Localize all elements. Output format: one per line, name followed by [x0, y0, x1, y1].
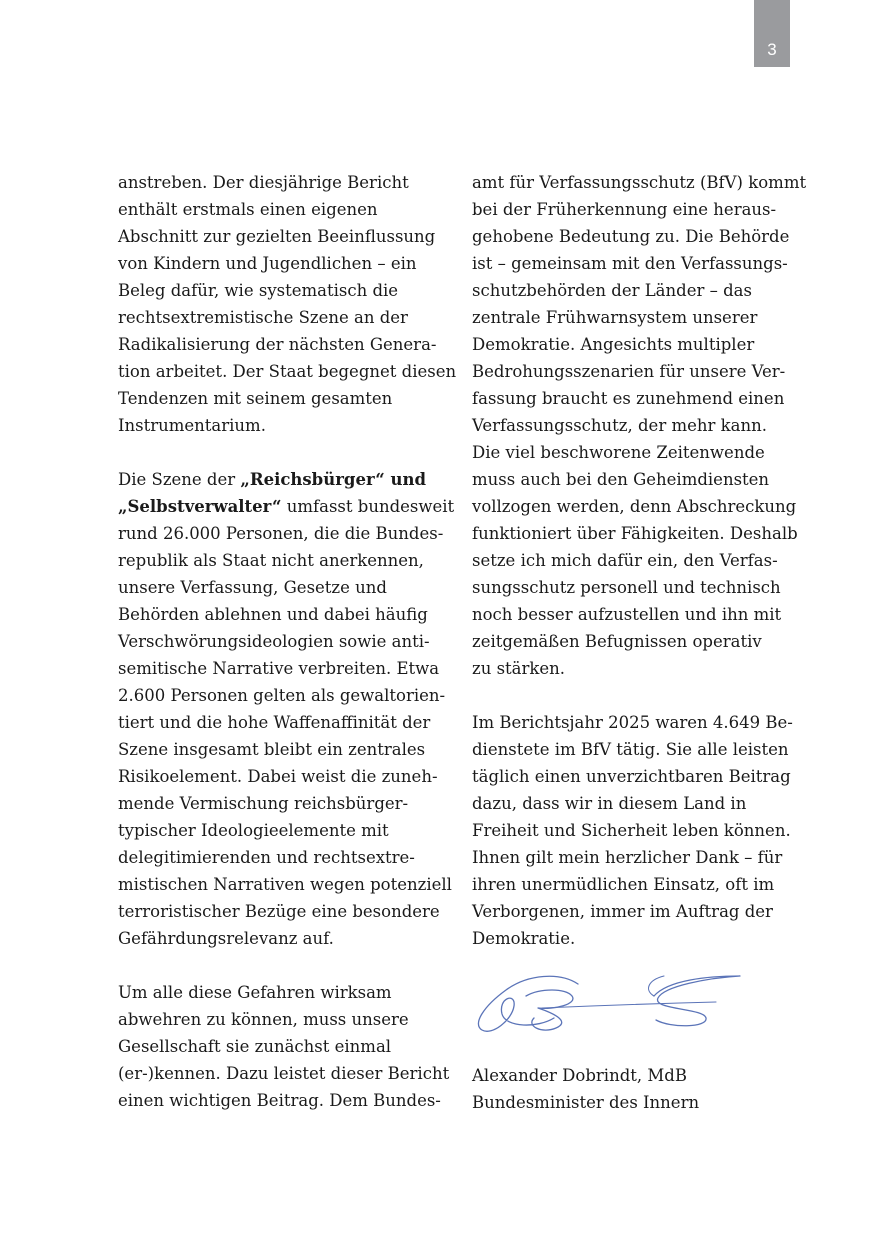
handwritten-signature	[468, 968, 748, 1040]
signer-title: Bundesminister des Innern	[472, 1093, 700, 1112]
text-line: Bedrohungsszenarien für unsere Ver-	[472, 362, 786, 381]
text-line: ihren unermüdlichen Einsatz, oft im	[472, 875, 775, 894]
text-line: Gesellschaft sie zunächst einmal	[118, 1037, 392, 1056]
text-line: Freiheit und Sicherheit leben können.	[472, 821, 791, 840]
text-line: dienstete im BfV tätig. Sie alle leisten	[472, 740, 789, 759]
text-line: Um alle diese Gefahren wirksam	[118, 983, 392, 1002]
paragraph-gap	[118, 439, 448, 466]
text-line: typischer Ideologieelemente mit	[118, 821, 389, 840]
paragraph-staff-thanks	[472, 709, 812, 952]
text-line: Gefährdungsrelevanz auf.	[118, 929, 334, 948]
text-line: täglich einen unverzichtbaren Beitrag	[472, 767, 791, 786]
text-line: zentrale Frühwarnsystem unserer	[472, 308, 758, 327]
text-line: republik als Staat nicht anerkennen,	[118, 551, 424, 570]
text-line: Im Berichtsjahr 2025 waren 4.649 Be-	[472, 713, 793, 732]
text-line: amt für Verfassungsschutz (BfV) kommt	[472, 173, 807, 192]
text-line: Die viel beschworene Zeitenwende	[472, 443, 765, 462]
signer-name: Alexander Dobrindt, MdB	[472, 1066, 687, 1085]
text-line: zeitgemäßen Befugnissen operativ	[472, 632, 762, 651]
paragraph-gap	[472, 682, 812, 709]
paragraph-report-intro	[118, 169, 457, 439]
text-line: 2.600 Personen gelten als gewaltorien-	[118, 686, 446, 705]
left-column	[118, 169, 457, 1114]
text-line: (er-)kennen. Dazu leistet dieser Bericht	[118, 1064, 450, 1083]
text-line: von Kindern und Jugendlichen – ein	[118, 254, 417, 273]
text-line: Radikalisierung der nächsten Genera-	[118, 335, 437, 354]
signature-stroke	[478, 976, 578, 1031]
text-line: Ihnen gilt mein herzlicher Dank – für	[472, 848, 783, 867]
text-line: rechtsextremistische Szene an der	[118, 308, 408, 327]
text-line: gehobene Bedeutung zu. Die Behörde	[472, 227, 790, 246]
right-column	[472, 169, 812, 952]
text-line: Verborgenen, immer im Auftrag der	[472, 902, 773, 921]
text-line: vollzogen werden, denn Abschreckung	[472, 497, 797, 516]
text-line: Abschnitt zur gezielten Beeinflussung	[118, 227, 436, 246]
signature-drawing	[468, 968, 748, 1040]
text-line: semitische Narrative verbreiten. Etwa	[118, 659, 440, 678]
text-line: Demokratie.	[472, 929, 576, 948]
text-line: Szene insgesamt bleibt ein zentrales	[118, 740, 426, 759]
text-line: muss auch bei den Geheimdiensten	[472, 470, 770, 489]
text-line: funktioniert über Fähigkeiten. Deshalb	[472, 524, 798, 543]
text-line: Verfassungsschutz, der mehr kann.	[472, 416, 767, 435]
text-line: rund 26.000 Personen, die die Bundes-	[118, 524, 444, 543]
text-line: delegitimierenden und rechtsextre-	[118, 848, 415, 867]
paragraph-bfv-role	[472, 169, 812, 682]
signature-stroke	[654, 976, 740, 1026]
text-line: einen wichtigen Beitrag. Dem Bundes-	[118, 1091, 441, 1110]
text-line: tion arbeitet. Der Staat begegnet diesen	[118, 362, 457, 381]
bold-term-selbstverwalter: „Selbstverwalter“	[118, 497, 282, 516]
paragraph-gap	[118, 952, 448, 979]
text-line: fassung braucht es zunehmend einen	[472, 389, 785, 408]
signature-strokes	[478, 976, 740, 1031]
text-line: Demokratie. Angesichts multipler	[472, 335, 755, 354]
text-line: ist – gemeinsam mit den Verfassungs-	[472, 254, 788, 273]
page-number-tab	[754, 0, 790, 67]
text-line: unsere Verfassung, Gesetze und	[118, 578, 387, 597]
text-line: noch besser aufzustellen und ihn mit	[472, 605, 782, 624]
paragraph-threat-defense	[118, 979, 448, 1114]
text-line: Risikoelement. Dabei weist die zuneh-	[118, 767, 438, 786]
text-line: sungsschutz personell und technisch	[472, 578, 781, 597]
text-line	[118, 466, 448, 493]
text-run: umfasst bundesweit	[281, 497, 455, 516]
text-line: setze ich mich dafür ein, den Verfas-	[472, 551, 778, 570]
text-line: Behörden ablehnen und dabei häufig	[118, 605, 428, 624]
text-line: mende Vermischung reichsbürger-	[118, 794, 409, 813]
text-line	[118, 493, 455, 520]
text-run: Die Szene der	[118, 470, 241, 489]
signature-stroke	[526, 990, 573, 1030]
signer-block	[472, 1062, 812, 1116]
paragraph-reichsbuerger	[118, 466, 455, 952]
text-line: Tendenzen mit seinem gesamten	[118, 389, 393, 408]
text-line: tiert und die hohe Waffenaffinität der	[118, 713, 431, 732]
text-line: Verschwörungsideologien sowie anti-	[118, 632, 430, 651]
text-line: Beleg dafür, wie systematisch die	[118, 281, 399, 300]
text-line: anstreben. Der diesjährige Bericht	[118, 173, 409, 192]
text-line: dazu, dass wir in diesem Land in	[472, 794, 747, 813]
bold-term-reichsbuerger: „Reichsbürger“ und	[240, 470, 426, 489]
signature-stroke	[542, 1002, 716, 1008]
page-number: 3	[767, 40, 777, 59]
text-line: schutzbehörden der Länder – das	[472, 281, 752, 300]
text-line: terroristischer Bezüge eine besondere	[118, 902, 440, 921]
text-line: enthält erstmals einen eigenen	[118, 200, 378, 219]
text-line: bei der Früherkennung eine heraus-	[472, 200, 777, 219]
text-line: abwehren zu können, muss unsere	[118, 1010, 409, 1029]
text-line: zu stärken.	[472, 659, 566, 678]
text-line: mistischen Narrativen wegen potenziell	[118, 875, 452, 894]
text-line: Instrumentarium.	[118, 416, 266, 435]
